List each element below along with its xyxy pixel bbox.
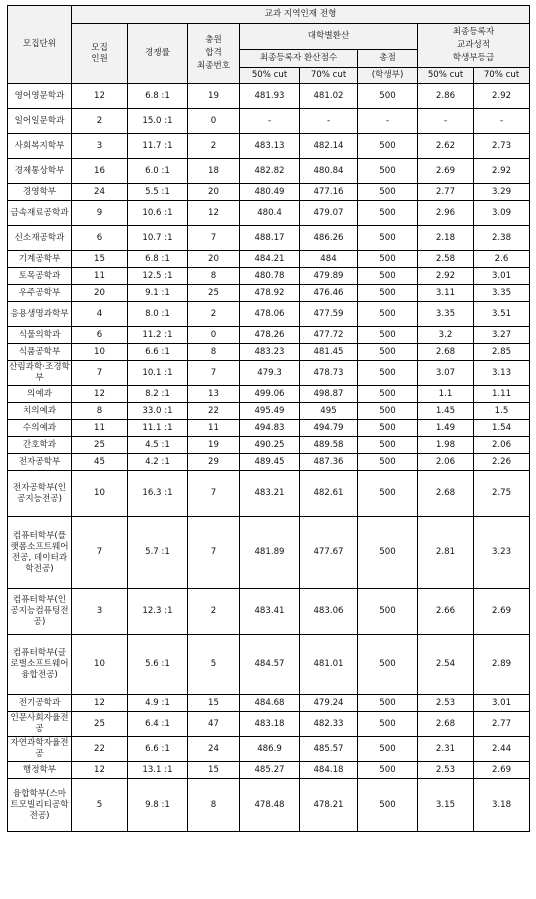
table-row bbox=[8, 635, 530, 695]
cell-final: 2 bbox=[188, 134, 240, 159]
table-row bbox=[8, 251, 530, 268]
cell-unit: 응용생명과학부 bbox=[8, 302, 72, 327]
admissions-table-container bbox=[7, 5, 529, 832]
cell-total: 500 bbox=[358, 134, 418, 159]
cell-grade-50: 2.77 bbox=[418, 184, 474, 201]
cell-quota: 16 bbox=[72, 159, 128, 184]
cell-grade-50: 2.31 bbox=[418, 737, 474, 762]
cell-grade-50: 3.2 bbox=[418, 327, 474, 344]
table-row bbox=[8, 134, 530, 159]
cell-grade-70: 3.18 bbox=[474, 779, 530, 832]
cell-unit: 식물의학과 bbox=[8, 327, 72, 344]
cell-total: 500 bbox=[358, 712, 418, 737]
header-grade: 최종등록자 교과성적 학생부등급 bbox=[418, 24, 530, 68]
cell-grade-70: 1.54 bbox=[474, 420, 530, 437]
cell-rate: 6.8 :1 bbox=[128, 251, 188, 268]
cell-rate: 11.1 :1 bbox=[128, 420, 188, 437]
header-converted: 대학별환산 bbox=[240, 24, 418, 50]
cell-score-50: 483.18 bbox=[240, 712, 300, 737]
cell-unit: 수의예과 bbox=[8, 420, 72, 437]
cell-rate: 6.6 :1 bbox=[128, 737, 188, 762]
cell-grade-50: 3.15 bbox=[418, 779, 474, 832]
cell-grade-70: 3.09 bbox=[474, 201, 530, 226]
cell-grade-50: 2.68 bbox=[418, 344, 474, 361]
cell-total: 500 bbox=[358, 159, 418, 184]
cell-rate: 6.0 :1 bbox=[128, 159, 188, 184]
cell-unit: 산림과학·조경학부 bbox=[8, 361, 72, 386]
cell-final: 7 bbox=[188, 471, 240, 517]
table-row bbox=[8, 762, 530, 779]
cell-score-50: 478.92 bbox=[240, 285, 300, 302]
cell-quota: 8 bbox=[72, 403, 128, 420]
cell-grade-70: 2.38 bbox=[474, 226, 530, 251]
cell-score-70: 483.06 bbox=[300, 589, 358, 635]
cell-rate: 9.1 :1 bbox=[128, 285, 188, 302]
cell-final: 13 bbox=[188, 386, 240, 403]
cell-total: 500 bbox=[358, 184, 418, 201]
cell-grade-70: 1.5 bbox=[474, 403, 530, 420]
cell-grade-70: 3.51 bbox=[474, 302, 530, 327]
cell-score-50: 483.41 bbox=[240, 589, 300, 635]
cell-rate: 6.4 :1 bbox=[128, 712, 188, 737]
cell-score-50: 485.27 bbox=[240, 762, 300, 779]
cell-grade-70: 3.13 bbox=[474, 361, 530, 386]
cell-unit: 식품공학부 bbox=[8, 344, 72, 361]
cell-total: 500 bbox=[358, 737, 418, 762]
cell-unit: 금속재료공학과 bbox=[8, 201, 72, 226]
cell-rate: 8.0 :1 bbox=[128, 302, 188, 327]
cell-score-70: 480.84 bbox=[300, 159, 358, 184]
cell-unit: 우주공학부 bbox=[8, 285, 72, 302]
cell-rate: 12.3 :1 bbox=[128, 589, 188, 635]
cell-quota: 25 bbox=[72, 437, 128, 454]
cell-final: 12 bbox=[188, 201, 240, 226]
cell-score-70: 485.57 bbox=[300, 737, 358, 762]
cell-grade-50: 2.68 bbox=[418, 471, 474, 517]
cell-rate: 4.2 :1 bbox=[128, 454, 188, 471]
table-row bbox=[8, 471, 530, 517]
cell-score-50: 480.4 bbox=[240, 201, 300, 226]
cell-grade-50: 2.18 bbox=[418, 226, 474, 251]
cell-score-70: 481.45 bbox=[300, 344, 358, 361]
cell-score-50: 483.23 bbox=[240, 344, 300, 361]
cell-grade-70: 3.01 bbox=[474, 695, 530, 712]
header-converted-sub: 최종등록자 환산점수 bbox=[240, 50, 358, 68]
table-row bbox=[8, 226, 530, 251]
cell-score-50: 478.48 bbox=[240, 779, 300, 832]
cell-score-50: 484.21 bbox=[240, 251, 300, 268]
cell-total: 500 bbox=[358, 403, 418, 420]
cell-total: 500 bbox=[358, 437, 418, 454]
cell-grade-70: 2.73 bbox=[474, 134, 530, 159]
cell-score-70: 489.58 bbox=[300, 437, 358, 454]
cell-rate: 33.0 :1 bbox=[128, 403, 188, 420]
table-row bbox=[8, 454, 530, 471]
cell-rate: 11.7 :1 bbox=[128, 134, 188, 159]
cell-final: 24 bbox=[188, 737, 240, 762]
cell-final: 18 bbox=[188, 159, 240, 184]
cell-quota: 12 bbox=[72, 762, 128, 779]
cell-final: 25 bbox=[188, 285, 240, 302]
cell-unit: 기계공학부 bbox=[8, 251, 72, 268]
cell-grade-50: 2.92 bbox=[418, 268, 474, 285]
cell-grade-50: 1.45 bbox=[418, 403, 474, 420]
cell-score-70: 484.18 bbox=[300, 762, 358, 779]
cell-score-50: 483.13 bbox=[240, 134, 300, 159]
cell-quota: 7 bbox=[72, 517, 128, 589]
cell-grade-70: 2.92 bbox=[474, 84, 530, 109]
cell-unit: 행정학부 bbox=[8, 762, 72, 779]
table-row bbox=[8, 268, 530, 285]
cell-score-70: 482.61 bbox=[300, 471, 358, 517]
cell-final: 11 bbox=[188, 420, 240, 437]
cell-score-50: 484.68 bbox=[240, 695, 300, 712]
header-rate: 경쟁률 bbox=[128, 24, 188, 84]
header-score-70-cut: 70% cut bbox=[300, 68, 358, 84]
cell-unit: 전기공학과 bbox=[8, 695, 72, 712]
cell-grade-50: 2.86 bbox=[418, 84, 474, 109]
cell-score-70: 477.67 bbox=[300, 517, 358, 589]
cell-final: 29 bbox=[188, 454, 240, 471]
table-row bbox=[8, 201, 530, 226]
cell-rate: 10.6 :1 bbox=[128, 201, 188, 226]
cell-score-70: 477.59 bbox=[300, 302, 358, 327]
cell-score-70: 481.01 bbox=[300, 635, 358, 695]
cell-grade-50: 3.11 bbox=[418, 285, 474, 302]
cell-grade-50: 2.81 bbox=[418, 517, 474, 589]
header-total-sub: (학생부) bbox=[358, 68, 418, 84]
cell-unit: 경제통상학부 bbox=[8, 159, 72, 184]
cell-final: 7 bbox=[188, 517, 240, 589]
cell-score-50: 499.06 bbox=[240, 386, 300, 403]
cell-grade-70: 2.75 bbox=[474, 471, 530, 517]
header-group: 교과 지역인재 전형 bbox=[72, 6, 530, 24]
cell-quota: 12 bbox=[72, 386, 128, 403]
cell-grade-50: 2.69 bbox=[418, 159, 474, 184]
cell-quota: 15 bbox=[72, 251, 128, 268]
cell-rate: 16.3 :1 bbox=[128, 471, 188, 517]
cell-grade-50: 2.68 bbox=[418, 712, 474, 737]
cell-total: 500 bbox=[358, 251, 418, 268]
cell-final: 19 bbox=[188, 437, 240, 454]
cell-quota: 45 bbox=[72, 454, 128, 471]
cell-score-70: 479.24 bbox=[300, 695, 358, 712]
cell-score-50: 480.78 bbox=[240, 268, 300, 285]
cell-rate: 5.6 :1 bbox=[128, 635, 188, 695]
cell-rate: 10.1 :1 bbox=[128, 361, 188, 386]
cell-total: 500 bbox=[358, 226, 418, 251]
admissions-table bbox=[7, 5, 530, 832]
table-row bbox=[8, 517, 530, 589]
cell-total: 500 bbox=[358, 589, 418, 635]
cell-total: - bbox=[358, 109, 418, 134]
header-unit: 모집단위 bbox=[8, 6, 72, 84]
cell-quota: 6 bbox=[72, 327, 128, 344]
table-row bbox=[8, 420, 530, 437]
cell-score-50: 484.57 bbox=[240, 635, 300, 695]
header-total: 총점 bbox=[358, 50, 418, 68]
cell-quota: 22 bbox=[72, 737, 128, 762]
cell-rate: 5.5 :1 bbox=[128, 184, 188, 201]
cell-quota: 9 bbox=[72, 201, 128, 226]
cell-grade-70: 3.01 bbox=[474, 268, 530, 285]
cell-final: 20 bbox=[188, 184, 240, 201]
cell-score-70: 498.87 bbox=[300, 386, 358, 403]
cell-grade-70: 2.92 bbox=[474, 159, 530, 184]
table-row bbox=[8, 109, 530, 134]
cell-final: 7 bbox=[188, 361, 240, 386]
cell-quota: 2 bbox=[72, 109, 128, 134]
cell-final: 0 bbox=[188, 109, 240, 134]
cell-grade-50: 2.62 bbox=[418, 134, 474, 159]
cell-total: 500 bbox=[358, 84, 418, 109]
cell-quota: 3 bbox=[72, 134, 128, 159]
cell-quota: 20 bbox=[72, 285, 128, 302]
cell-quota: 10 bbox=[72, 344, 128, 361]
cell-unit: 컴퓨터학부(글로벌소프트웨어융합전공) bbox=[8, 635, 72, 695]
cell-final: 8 bbox=[188, 344, 240, 361]
cell-score-50: 481.89 bbox=[240, 517, 300, 589]
cell-total: 500 bbox=[358, 361, 418, 386]
cell-score-70: 481.02 bbox=[300, 84, 358, 109]
cell-quota: 25 bbox=[72, 712, 128, 737]
cell-score-70: 479.89 bbox=[300, 268, 358, 285]
cell-unit: 간호학과 bbox=[8, 437, 72, 454]
cell-total: 500 bbox=[358, 420, 418, 437]
cell-unit: 경영학부 bbox=[8, 184, 72, 201]
cell-rate: 11.2 :1 bbox=[128, 327, 188, 344]
table-row bbox=[8, 84, 530, 109]
cell-total: 500 bbox=[358, 454, 418, 471]
cell-score-70: 478.21 bbox=[300, 779, 358, 832]
cell-grade-70: - bbox=[474, 109, 530, 134]
cell-unit: 영어영문학과 bbox=[8, 84, 72, 109]
cell-score-50: 480.49 bbox=[240, 184, 300, 201]
cell-rate: 12.5 :1 bbox=[128, 268, 188, 285]
cell-score-50: 478.26 bbox=[240, 327, 300, 344]
cell-rate: 15.0 :1 bbox=[128, 109, 188, 134]
cell-final: 0 bbox=[188, 327, 240, 344]
cell-grade-50: 1.98 bbox=[418, 437, 474, 454]
cell-grade-70: 2.26 bbox=[474, 454, 530, 471]
cell-final: 8 bbox=[188, 779, 240, 832]
cell-total: 500 bbox=[358, 517, 418, 589]
cell-unit: 치의예과 bbox=[8, 403, 72, 420]
cell-rate: 8.2 :1 bbox=[128, 386, 188, 403]
cell-rate: 6.8 :1 bbox=[128, 84, 188, 109]
cell-grade-50: 1.49 bbox=[418, 420, 474, 437]
cell-score-50: - bbox=[240, 109, 300, 134]
cell-score-50: 488.17 bbox=[240, 226, 300, 251]
cell-rate: 9.8 :1 bbox=[128, 779, 188, 832]
table-row bbox=[8, 589, 530, 635]
cell-quota: 12 bbox=[72, 695, 128, 712]
cell-total: 500 bbox=[358, 386, 418, 403]
cell-grade-70: 2.69 bbox=[474, 589, 530, 635]
cell-score-70: 487.36 bbox=[300, 454, 358, 471]
cell-score-50: 482.82 bbox=[240, 159, 300, 184]
cell-score-70: 484 bbox=[300, 251, 358, 268]
cell-total: 500 bbox=[358, 201, 418, 226]
cell-grade-50: - bbox=[418, 109, 474, 134]
cell-score-50: 490.25 bbox=[240, 437, 300, 454]
cell-total: 500 bbox=[358, 285, 418, 302]
cell-final: 19 bbox=[188, 84, 240, 109]
cell-quota: 4 bbox=[72, 302, 128, 327]
cell-score-70: 477.72 bbox=[300, 327, 358, 344]
cell-total: 500 bbox=[358, 635, 418, 695]
table-row bbox=[8, 361, 530, 386]
cell-unit: 융합학부(스마트모빌리티공학전공) bbox=[8, 779, 72, 832]
cell-quota: 10 bbox=[72, 471, 128, 517]
cell-quota: 12 bbox=[72, 84, 128, 109]
cell-quota: 6 bbox=[72, 226, 128, 251]
cell-score-70: 486.26 bbox=[300, 226, 358, 251]
cell-quota: 11 bbox=[72, 420, 128, 437]
cell-score-50: 486.9 bbox=[240, 737, 300, 762]
cell-final: 22 bbox=[188, 403, 240, 420]
cell-unit: 자연과학자율전공 bbox=[8, 737, 72, 762]
cell-total: 500 bbox=[358, 302, 418, 327]
cell-quota: 7 bbox=[72, 361, 128, 386]
cell-score-70: 477.16 bbox=[300, 184, 358, 201]
cell-rate: 4.9 :1 bbox=[128, 695, 188, 712]
header-grade-50-cut: 50% cut bbox=[418, 68, 474, 84]
cell-grade-70: 3.35 bbox=[474, 285, 530, 302]
cell-score-70: - bbox=[300, 109, 358, 134]
cell-grade-70: 2.89 bbox=[474, 635, 530, 695]
cell-quota: 11 bbox=[72, 268, 128, 285]
cell-unit: 전자공학부 bbox=[8, 454, 72, 471]
cell-total: 500 bbox=[358, 779, 418, 832]
table-row bbox=[8, 159, 530, 184]
cell-score-50: 478.06 bbox=[240, 302, 300, 327]
header-quota: 모집 인원 bbox=[72, 24, 128, 84]
cell-score-50: 479.3 bbox=[240, 361, 300, 386]
cell-grade-50: 2.06 bbox=[418, 454, 474, 471]
cell-grade-70: 3.23 bbox=[474, 517, 530, 589]
cell-score-70: 495 bbox=[300, 403, 358, 420]
cell-score-70: 482.14 bbox=[300, 134, 358, 159]
cell-rate: 6.6 :1 bbox=[128, 344, 188, 361]
cell-quota: 5 bbox=[72, 779, 128, 832]
cell-grade-50: 2.54 bbox=[418, 635, 474, 695]
cell-total: 500 bbox=[358, 695, 418, 712]
table-row bbox=[8, 712, 530, 737]
cell-score-50: 489.45 bbox=[240, 454, 300, 471]
table-row bbox=[8, 779, 530, 832]
cell-rate: 10.7 :1 bbox=[128, 226, 188, 251]
cell-final: 8 bbox=[188, 268, 240, 285]
cell-score-70: 479.07 bbox=[300, 201, 358, 226]
cell-score-50: 481.93 bbox=[240, 84, 300, 109]
cell-grade-50: 2.66 bbox=[418, 589, 474, 635]
cell-grade-70: 2.77 bbox=[474, 712, 530, 737]
cell-grade-70: 2.06 bbox=[474, 437, 530, 454]
table-row bbox=[8, 386, 530, 403]
cell-unit: 일어일문학과 bbox=[8, 109, 72, 134]
cell-rate: 5.7 :1 bbox=[128, 517, 188, 589]
cell-rate: 4.5 :1 bbox=[128, 437, 188, 454]
cell-final: 20 bbox=[188, 251, 240, 268]
table-row bbox=[8, 695, 530, 712]
cell-final: 5 bbox=[188, 635, 240, 695]
cell-unit: 토목공학과 bbox=[8, 268, 72, 285]
cell-unit: 의예과 bbox=[8, 386, 72, 403]
cell-total: 500 bbox=[358, 762, 418, 779]
header-grade-70-cut: 70% cut bbox=[474, 68, 530, 84]
cell-unit: 사회복지학부 bbox=[8, 134, 72, 159]
cell-unit: 컴퓨터학부(플랫폼소프트웨어전공, 데이터과학전공) bbox=[8, 517, 72, 589]
cell-unit: 컴퓨터학부(인공지능컴퓨팅전공) bbox=[8, 589, 72, 635]
table-row bbox=[8, 302, 530, 327]
table-row bbox=[8, 344, 530, 361]
cell-score-70: 476.46 bbox=[300, 285, 358, 302]
cell-score-50: 494.83 bbox=[240, 420, 300, 437]
table-row bbox=[8, 737, 530, 762]
table-row bbox=[8, 285, 530, 302]
cell-final: 15 bbox=[188, 762, 240, 779]
cell-grade-50: 3.35 bbox=[418, 302, 474, 327]
cell-grade-70: 1.11 bbox=[474, 386, 530, 403]
table-row bbox=[8, 327, 530, 344]
cell-final: 15 bbox=[188, 695, 240, 712]
cell-total: 500 bbox=[358, 327, 418, 344]
cell-grade-70: 2.6 bbox=[474, 251, 530, 268]
cell-score-70: 478.73 bbox=[300, 361, 358, 386]
cell-quota: 24 bbox=[72, 184, 128, 201]
cell-grade-70: 3.29 bbox=[474, 184, 530, 201]
cell-score-70: 482.33 bbox=[300, 712, 358, 737]
cell-grade-50: 2.96 bbox=[418, 201, 474, 226]
table-row bbox=[8, 184, 530, 201]
cell-quota: 10 bbox=[72, 635, 128, 695]
cell-final: 47 bbox=[188, 712, 240, 737]
table-row bbox=[8, 437, 530, 454]
cell-unit: 전자공학부(인공지능전공) bbox=[8, 471, 72, 517]
cell-grade-70: 2.44 bbox=[474, 737, 530, 762]
cell-grade-50: 1.1 bbox=[418, 386, 474, 403]
cell-unit: 신소재공학과 bbox=[8, 226, 72, 251]
header-final-number: 충원 합격 최종번호 bbox=[188, 24, 240, 84]
cell-total: 500 bbox=[358, 471, 418, 517]
cell-grade-70: 2.85 bbox=[474, 344, 530, 361]
cell-final: 2 bbox=[188, 302, 240, 327]
cell-score-50: 495.49 bbox=[240, 403, 300, 420]
cell-rate: 13.1 :1 bbox=[128, 762, 188, 779]
header-score-50-cut: 50% cut bbox=[240, 68, 300, 84]
cell-grade-70: 2.69 bbox=[474, 762, 530, 779]
cell-score-70: 494.79 bbox=[300, 420, 358, 437]
cell-unit: 인문사회자율전공 bbox=[8, 712, 72, 737]
table-row bbox=[8, 403, 530, 420]
cell-score-50: 483.21 bbox=[240, 471, 300, 517]
cell-grade-50: 2.53 bbox=[418, 695, 474, 712]
cell-total: 500 bbox=[358, 344, 418, 361]
cell-grade-50: 2.58 bbox=[418, 251, 474, 268]
cell-quota: 3 bbox=[72, 589, 128, 635]
cell-total: 500 bbox=[358, 268, 418, 285]
cell-final: 7 bbox=[188, 226, 240, 251]
cell-grade-50: 3.07 bbox=[418, 361, 474, 386]
cell-grade-70: 3.27 bbox=[474, 327, 530, 344]
cell-grade-50: 2.53 bbox=[418, 762, 474, 779]
cell-final: 2 bbox=[188, 589, 240, 635]
